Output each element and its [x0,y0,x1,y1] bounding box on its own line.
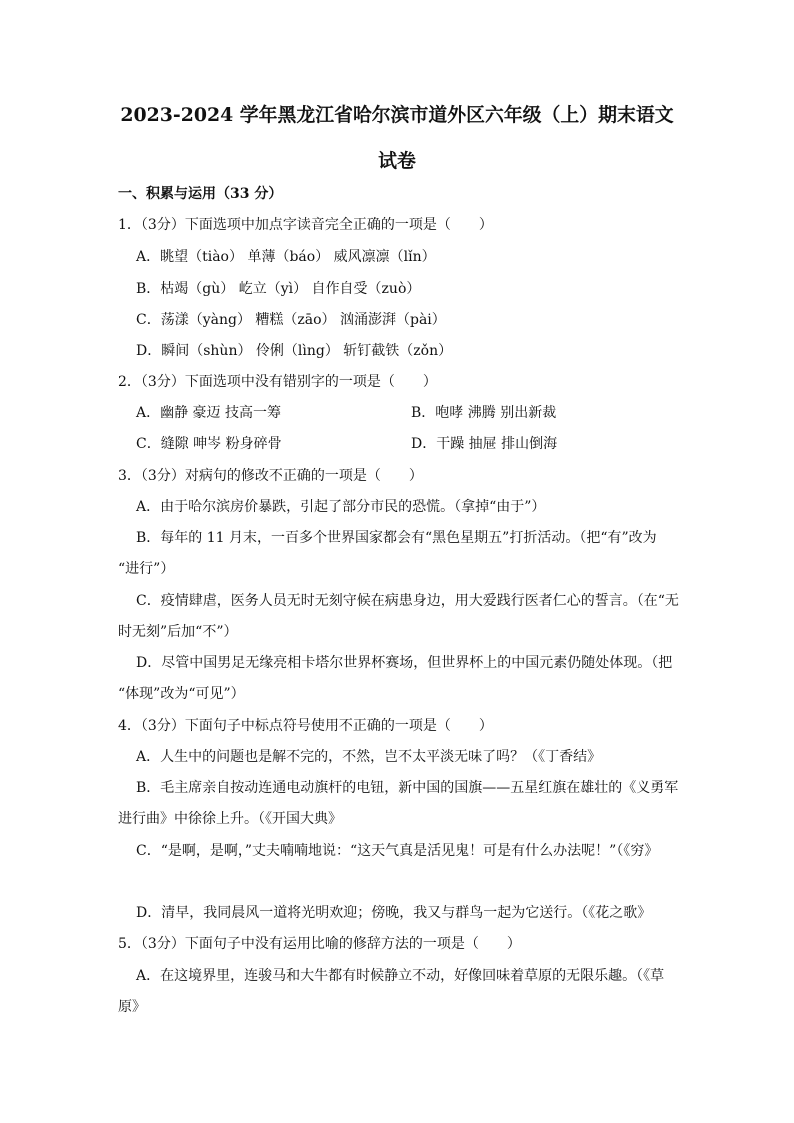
q2-option-b: B．咆哮 沸腾 别出新裁 [411,405,557,421]
q2-option-a: A．幽静 豪迈 技高一筹 [136,405,282,421]
q4-option-c: C．“是啊，是啊，”丈夫喃喃地说：“这天气真是活见鬼！可是有什么办法呢！”（《穷》 [136,843,659,859]
q1-stem: 1．（3分）下面选项中加点字读音完全正确的一项是（ ） [118,217,493,233]
q3-option-b-line-1: B．每年的 11 月末，一百多个世界国家都会有“黑色星期五”打折活动。（把“有”改为 [136,530,657,546]
q5-stem: 5．（3分）下面句子中没有运用比喻的修辞方法的一项是（ ） [118,936,521,952]
section-heading: 一、积累与运用（33 分） [118,186,283,202]
q4-option-a: A．人生中的问题也是解不完的，不然，岂不太平淡无味了吗？（《丁香结》 [136,749,602,765]
q1-option-c: C．荡漾（yàng） 糟糕（zāo） 汹涌澎湃（pài） [136,312,446,328]
q1-option-b: B．枯竭（gù） 屹立（yì） 自作自受（zuò） [136,281,421,297]
q3-option-a: A．由于哈尔滨房价暴跌，引起了部分市民的恐慌。（拿掉“由于”） [136,499,546,515]
q1-option-d: D．瞬间（shùn） 伶俐（lìng） 斩钉截铁（zǒn） [136,343,453,359]
exam-title-line-1: 2023-2024 学年黑龙江省哈尔滨市道外区六年级（上）期末语文 [120,104,674,126]
exam-title-line-2: 试卷 [378,150,416,172]
q2-option-c: C．缝隙 呻岑 粉身碎骨 [136,436,282,452]
q4-option-b-line-2: 进行曲》中徐徐上升。（《开国大典》 [118,811,342,827]
q4-option-b-line-1: B．毛主席亲自按动连通电动旗杆的电钮，新中国的国旗——五星红旗在雄壮的《义勇军 [136,780,679,796]
q3-option-d-line-1: D．尽管中国男足无缘亮相卡塔尔世界杯赛场，但世界杯上的中国元素仍随处体现。（把 [136,655,673,671]
q2-stem: 2．（3分）下面选项中没有错别字的一项是（ ） [118,374,437,390]
q2-option-d: D．干躁 抽屉 排山倒海 [411,436,558,452]
q5-option-a-line-2: 原》 [118,999,146,1015]
q4-option-d: D．清早，我同晨风一道将光明欢迎；傍晚，我又与群鸟一起为它送行。（《花之歌》 [136,905,652,921]
q3-option-d-line-2: “体现”改为“可见”） [118,686,245,702]
q3-option-c-line-2: 时无刻”后加“不”） [118,624,238,640]
q5-option-a-line-1: A．在这境界里，连骏马和大牛都有时候静立不动，好像回味着草原的无限乐趣。（《草 [136,968,665,984]
q1-option-a: A．眺望（tiào） 单薄（báo） 威风凛凛（lǐn） [136,249,436,265]
q3-stem: 3．（3分）对病句的修改不正确的一项是（ ） [118,468,423,484]
q3-option-b-line-2: “进行”） [118,561,175,577]
q3-option-c-line-1: C．疫情肆虐，医务人员无时无刻守候在病患身边，用大爱践行医者仁心的誓言。（在“无 [136,593,679,609]
q4-stem: 4．（3分）下面句子中标点符号使用不正确的一项是（ ） [118,718,493,734]
